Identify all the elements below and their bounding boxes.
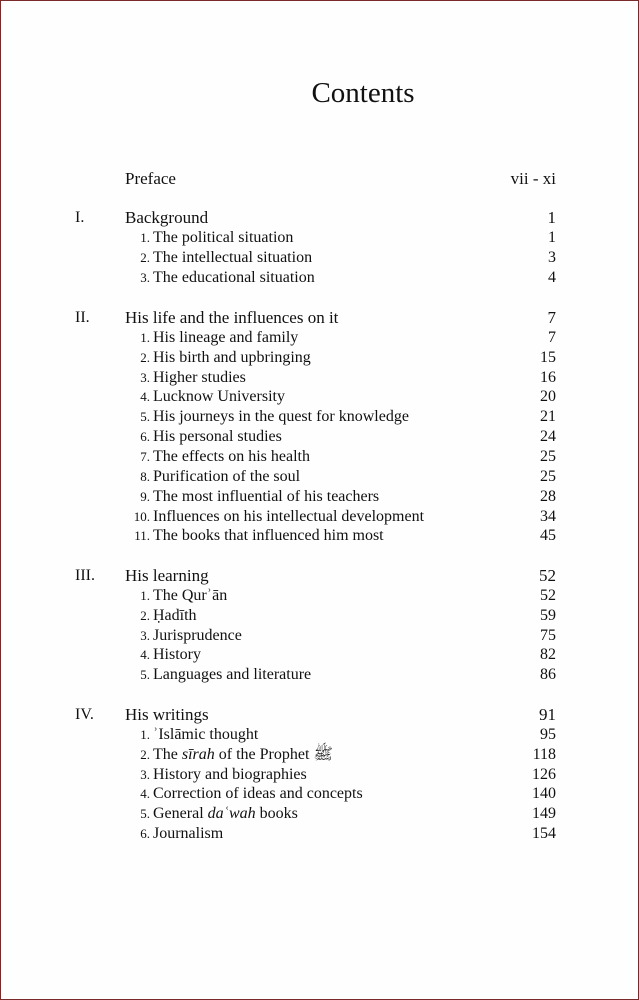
section-number: 5. xyxy=(140,667,150,683)
section-number: 1. xyxy=(140,229,150,245)
section-title: The sīrah of the Prophet ﷺ xyxy=(153,745,333,763)
section-title: The most influential of his teachers xyxy=(153,487,380,505)
toc-page-number: 7 xyxy=(547,308,556,327)
section-title: The books that influenced him most xyxy=(153,527,384,545)
toc-section-row xyxy=(1,784,638,804)
section-title: ʾIslāmic thought xyxy=(153,725,259,743)
section-number: 4. xyxy=(140,389,150,405)
toc-section-row xyxy=(1,248,638,268)
section-title: Journalism xyxy=(153,825,224,843)
section-number: 3. xyxy=(140,627,150,643)
toc-page-number: 4 xyxy=(548,268,556,286)
toc-page-number: 3 xyxy=(548,248,556,266)
toc-page-number: 25 xyxy=(540,447,556,465)
toc-page-number: 45 xyxy=(540,527,556,545)
chapter-title: His life and the influences on it xyxy=(125,308,339,327)
section-number: 5. xyxy=(140,409,150,425)
toc-section-row xyxy=(1,745,638,765)
toc-section-row xyxy=(1,725,638,745)
toc-preface-row xyxy=(1,169,638,189)
section-number: 1. xyxy=(140,726,150,742)
toc-section-row xyxy=(1,228,638,248)
toc-section-row xyxy=(1,427,638,447)
toc-page-number: 34 xyxy=(540,507,556,525)
section-number: 4. xyxy=(140,786,150,802)
section-title: Higher studies xyxy=(153,368,246,386)
section-title: Lucknow University xyxy=(153,388,285,406)
section-title: His personal studies xyxy=(153,428,282,446)
page-title: Contents xyxy=(311,77,415,109)
toc-section-row xyxy=(1,268,638,288)
toc-chapter-row xyxy=(1,208,638,228)
toc-section-row xyxy=(1,645,638,665)
toc-section-row xyxy=(1,467,638,487)
toc-section-row xyxy=(1,665,638,685)
section-title: The intellectual situation xyxy=(153,248,313,266)
toc-page-number: 75 xyxy=(540,626,556,644)
section-number: 6. xyxy=(140,429,150,445)
toc-page-number: 25 xyxy=(540,467,556,485)
section-number: 8. xyxy=(140,468,150,484)
toc-page-number: 1 xyxy=(548,228,556,246)
section-number: 11. xyxy=(134,528,150,544)
section-title: His birth and upbringing xyxy=(153,348,311,366)
italic-term: sīrah xyxy=(181,745,215,763)
toc-page-number: vii - xi xyxy=(510,169,556,188)
toc-page-number: 7 xyxy=(548,328,556,346)
section-title: His lineage and family xyxy=(153,328,299,346)
section-number: 9. xyxy=(140,488,150,504)
section-title: Correction of ideas and concepts xyxy=(153,785,363,803)
toc-section-row xyxy=(1,348,638,368)
toc-page-number: 16 xyxy=(540,368,556,386)
section-title: The Qurʾān xyxy=(153,586,228,604)
toc-chapter-row xyxy=(1,566,638,586)
italic-term: daʿwah xyxy=(207,805,256,823)
toc-page-number: 52 xyxy=(539,566,556,585)
toc-entry-label: Preface xyxy=(125,169,176,188)
toc-section-row xyxy=(1,368,638,388)
chapter-numeral: IV. xyxy=(75,706,94,723)
toc-page-number: 21 xyxy=(540,408,556,426)
toc-page-number: 20 xyxy=(540,388,556,406)
section-number: 3. xyxy=(140,369,150,385)
toc-page-number: 59 xyxy=(540,606,556,624)
toc-section-row xyxy=(1,328,638,348)
toc-section-row xyxy=(1,407,638,427)
section-title: General daʿwah books xyxy=(153,805,298,823)
toc-page-number: 126 xyxy=(532,765,556,783)
section-number: 1. xyxy=(140,587,150,603)
toc-section-row xyxy=(1,447,638,467)
section-title: Jurisprudence xyxy=(153,626,242,644)
toc-section-row xyxy=(1,526,638,546)
toc-page-number: 149 xyxy=(532,805,556,823)
section-title: Languages and literature xyxy=(153,666,312,684)
toc-page-number: 24 xyxy=(540,428,556,446)
toc-page-number: 1 xyxy=(547,208,556,227)
section-number: 2. xyxy=(140,607,150,623)
chapter-title: His learning xyxy=(125,566,209,585)
toc-section-row xyxy=(1,824,638,844)
section-number: 2. xyxy=(140,349,150,365)
section-number: 1. xyxy=(140,329,150,345)
section-title: The educational situation xyxy=(153,268,315,286)
section-title: History and biographies xyxy=(153,765,307,783)
section-number: 5. xyxy=(140,806,150,822)
toc-page-number: 140 xyxy=(532,785,556,803)
section-number: 2. xyxy=(140,746,150,762)
section-number: 3. xyxy=(140,269,150,285)
toc-section-row xyxy=(1,765,638,785)
toc-section-row xyxy=(1,586,638,606)
section-title: His journeys in the quest for knowledge xyxy=(153,408,409,426)
toc-page-number: 86 xyxy=(540,666,556,684)
section-number: 6. xyxy=(140,826,150,842)
chapter-numeral: II. xyxy=(75,309,90,326)
chapter-numeral: I. xyxy=(75,209,85,226)
chapter-numeral: III. xyxy=(75,567,95,584)
toc-page-number: 15 xyxy=(540,348,556,366)
toc-section-row xyxy=(1,804,638,824)
toc-page-number: 91 xyxy=(539,705,556,724)
toc-page-number: 52 xyxy=(540,586,556,604)
chapter-title: Background xyxy=(125,208,209,227)
chapter-title: His writings xyxy=(125,705,209,724)
toc-page-number: 154 xyxy=(532,825,556,843)
section-number: 4. xyxy=(140,647,150,663)
section-title: History xyxy=(153,646,201,664)
section-number: 7. xyxy=(140,448,150,464)
toc-chapter-row xyxy=(1,308,638,328)
section-number: 3. xyxy=(140,766,150,782)
section-title: Ḥadīth xyxy=(153,606,197,624)
section-number: 2. xyxy=(140,249,150,265)
toc-page-number: 28 xyxy=(540,487,556,505)
toc-chapter-row xyxy=(1,705,638,725)
toc-section-row xyxy=(1,387,638,407)
toc-page-number: 95 xyxy=(540,725,556,743)
section-title: Influences on his intellectual development xyxy=(153,507,425,525)
section-title: Purification of the soul xyxy=(153,467,301,485)
toc-section-row xyxy=(1,626,638,646)
toc-page-number: 118 xyxy=(532,745,556,763)
section-title: The political situation xyxy=(153,228,294,246)
toc-section-row xyxy=(1,487,638,507)
section-title: The effects on his health xyxy=(153,447,310,465)
toc-section-row xyxy=(1,507,638,527)
toc-page-number: 82 xyxy=(540,646,556,664)
section-number: 10. xyxy=(133,508,150,524)
toc-section-row xyxy=(1,606,638,626)
